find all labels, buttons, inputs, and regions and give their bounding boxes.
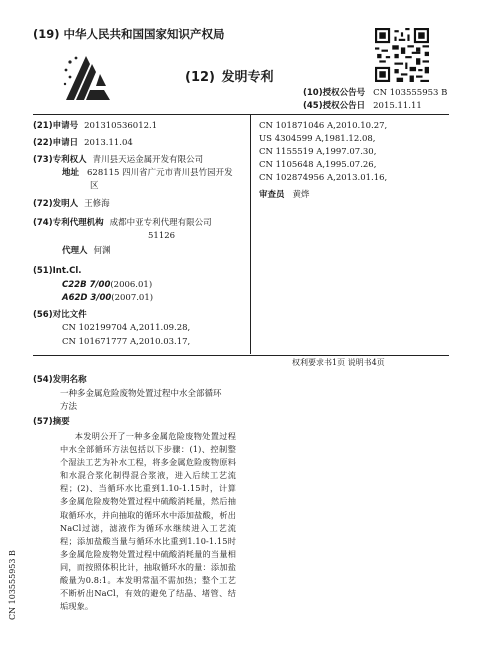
office-name: 中华人民共和国国家知识产权局 xyxy=(63,27,225,41)
emblem-icon xyxy=(60,50,116,106)
int-cl: (51)Int.Cl. xyxy=(33,266,82,276)
column-divider xyxy=(250,114,251,354)
application-number: (21)申请号 201310536012.1 xyxy=(33,121,158,131)
invention-title-label: (54)发明名称 xyxy=(33,375,87,385)
reference-item: CN 102199704 A,2011.09.28, xyxy=(62,323,191,333)
reference-item: US 4304599 A,1981.12.08, xyxy=(259,134,376,144)
office-header xyxy=(33,26,225,42)
reference-item: CN 1105648 A,1995.07.26, xyxy=(259,160,377,170)
grant-number: (10)授权公告号 CN 103555953 B xyxy=(303,88,448,98)
agent: 代理人 何渊 xyxy=(62,246,111,256)
application-date: (22)申请日 2013.11.04 xyxy=(33,138,133,148)
invention-title: 一种多金属危险废物处置过程中水全部循环 xyxy=(60,389,222,399)
reference-item: CN 101671777 A,2010.03.17, xyxy=(62,337,191,347)
patent-agency: (74)专利代理机构 成都中亚专利代理有限公司 xyxy=(33,218,212,228)
address-line2: 区 xyxy=(90,181,99,191)
abstract-text: 本发明公开了一种多金属危险废物处置过程中水全部循环方法包括以下步骤：(1)、控制整个湿法工艺为补水工程，将多金属危险废物原料和水混合浆化制得混合浆液，进入后续工艺流程；(2)、当循环水比重到1.10-1.15时，计算多金属危险废物处置过程中硫酸消耗量，然后抽取循环水，并向抽取的循环水中添加盐酸，析出NaCl过滤，滤液作为循环水继续进入工艺流程；添加盐酸当量与循环水比重到1.10-1.15时多金属危险废物处置过程中硫酸消耗量的当量相同，而按照体积比计，抽取循环水的量：添加盐酸量为0.8:1。本发明常温不需加热；整个工艺不断析出NaCl，有效的避免了结晶、堵管、结垢现象。 xyxy=(60,431,236,612)
patentee: (73)专利权人 青川县天运金属开发有限公司 xyxy=(33,155,204,165)
page-info: 权利要求书1页 说明书4页 xyxy=(292,358,385,367)
top-divider xyxy=(33,114,449,115)
doc-type-title: 发明专利 xyxy=(221,70,274,85)
address: 地址 628115 四川省广元市青川县竹园开发 xyxy=(62,168,233,178)
reference-item: CN 101871046 A,2010.10.27, xyxy=(259,121,388,131)
reference-item: CN 102874956 A,2013.01.16, xyxy=(259,173,388,183)
grant-date: (45)授权公告日 2015.11.11 xyxy=(303,101,422,111)
office-code: (19) xyxy=(33,27,60,41)
reference-item: CN 1155519 A,1997.07.30, xyxy=(259,147,377,157)
middle-divider xyxy=(33,355,449,356)
reference-documents: (56)对比文件 xyxy=(33,310,87,320)
side-publication-number: CN 103555953 B xyxy=(8,550,17,620)
patent-agency-code: 51126 xyxy=(148,231,176,241)
abstract-label: (57)摘要 xyxy=(33,417,70,427)
qr-code-icon xyxy=(375,28,429,82)
inventor: (72)发明人 王修海 xyxy=(33,199,110,209)
int-cl-item: A62D 3/00(2007.01) xyxy=(62,293,154,303)
invention-title-line2: 方法 xyxy=(60,402,78,412)
doc-type xyxy=(185,66,274,85)
doc-type-code: (12) xyxy=(185,70,215,85)
int-cl-item: C22B 7/00(2006.01) xyxy=(62,280,153,290)
examiner: 审查员 黄烨 xyxy=(259,190,310,200)
